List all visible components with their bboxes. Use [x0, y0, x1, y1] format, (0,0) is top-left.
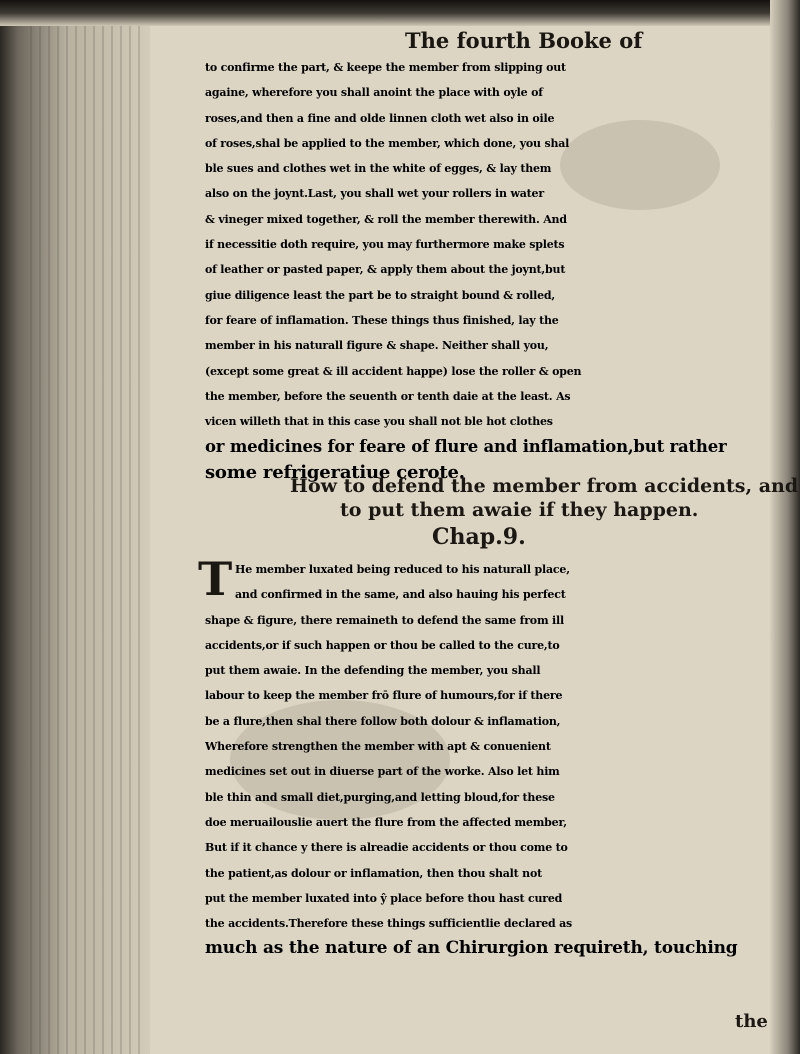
text-line: doe meruailouslie auert the flure from the affected member,	[205, 815, 567, 829]
text-line: much as the nature of an Chirurgion requireth, touching	[205, 938, 738, 959]
text-line: the patient,as dolour or inflamation, then thou shalt not	[205, 866, 542, 880]
text-line: medicines set out in diuerse part of the worke. Also let him	[205, 765, 560, 779]
text-line: of roses,shal be applied to the member, which done, you shal	[205, 136, 570, 150]
text-line: or medicines for feare of flure and inflamation,but rather	[205, 437, 727, 457]
text-line: shape & figure, there remaineth to defend the same from ill	[205, 613, 564, 627]
text-line: But if it chance y there is alreadie accidents or thou come to	[205, 841, 568, 855]
text-line: put them awaie. In the defending the member, you shall	[205, 664, 541, 678]
text-line: some refrigeratiue cerote.	[205, 461, 465, 483]
chapter-heading-line: How to defend the member from accidents, and	[290, 475, 799, 497]
text-line: of leather or pasted paper, & apply them about the joynt,but	[205, 263, 566, 277]
text-line: if necessitie doth require, you may furthermore make splets	[205, 238, 565, 252]
chapter-heading-line: to put them awaie if they happen.	[340, 499, 699, 521]
text-line: (except some great & ill accident happe) lose the roller & open	[205, 364, 582, 378]
text-line: member in his naturall figure & shape. Neither shall you,	[205, 339, 549, 353]
text-line: and confirmed in the same, and also hauing his perfect	[235, 588, 566, 602]
text-line: for feare of inflamation. These things thus finished, lay the	[205, 313, 559, 327]
drop-cap: T	[198, 552, 233, 606]
top-page-edge	[0, 0, 800, 26]
chapter-number: Chap.9.	[432, 524, 526, 550]
text-line: vicen willeth that in this case you shall not ble hot clothes	[205, 415, 553, 429]
text-line: also on the joynt.Last, you shall wet your rollers in water	[205, 187, 544, 201]
chapter-heading	[290, 474, 798, 522]
text-line: Wherefore strengthen the member with apt & conuenient	[205, 740, 551, 754]
catchword: the	[735, 1011, 768, 1032]
text-line: He member luxated being reduced to his naturall place,	[235, 563, 570, 576]
text-line: put the member luxated into ŷ place before thou hast cured	[205, 891, 563, 905]
running-head: The fourth Booke of	[405, 28, 643, 53]
paragraph-1	[205, 55, 727, 485]
text-line: the member, before the seuenth or tenth daie at the least. As	[205, 389, 571, 403]
text-line: the accidents.Therefore these things sufficientlie declared as	[205, 917, 573, 931]
text-line: accidents,or if such happen or thou be called to the cure,to	[205, 638, 560, 652]
paragraph-2	[205, 557, 737, 962]
gutter-shadow-lines	[30, 0, 140, 1054]
text-line: roses,and then a fine and olde linnen cloth wet also in oile	[205, 111, 555, 125]
text-line: giue diligence least the part be to straight bound & rolled,	[205, 288, 556, 302]
text-line: to confirme the part, & keepe the member from slipping out	[205, 61, 566, 74]
text-line: labour to keep the member frō flure of humours,for if there	[205, 689, 563, 703]
text-line: & vineger mixed together, & roll the member therewith. And	[205, 212, 567, 226]
text-line: againe, wherefore you shall anoint the place with oyle of	[205, 86, 543, 100]
text-line: be a flure,then shal there follow both dolour & inflamation,	[205, 714, 561, 728]
text-line: ble thin and small diet,purging,and letting bloud,for these	[205, 790, 555, 804]
text-line: ble sues and clothes wet in the white of egges, & lay them	[205, 162, 552, 176]
right-page-edge	[770, 0, 800, 1054]
